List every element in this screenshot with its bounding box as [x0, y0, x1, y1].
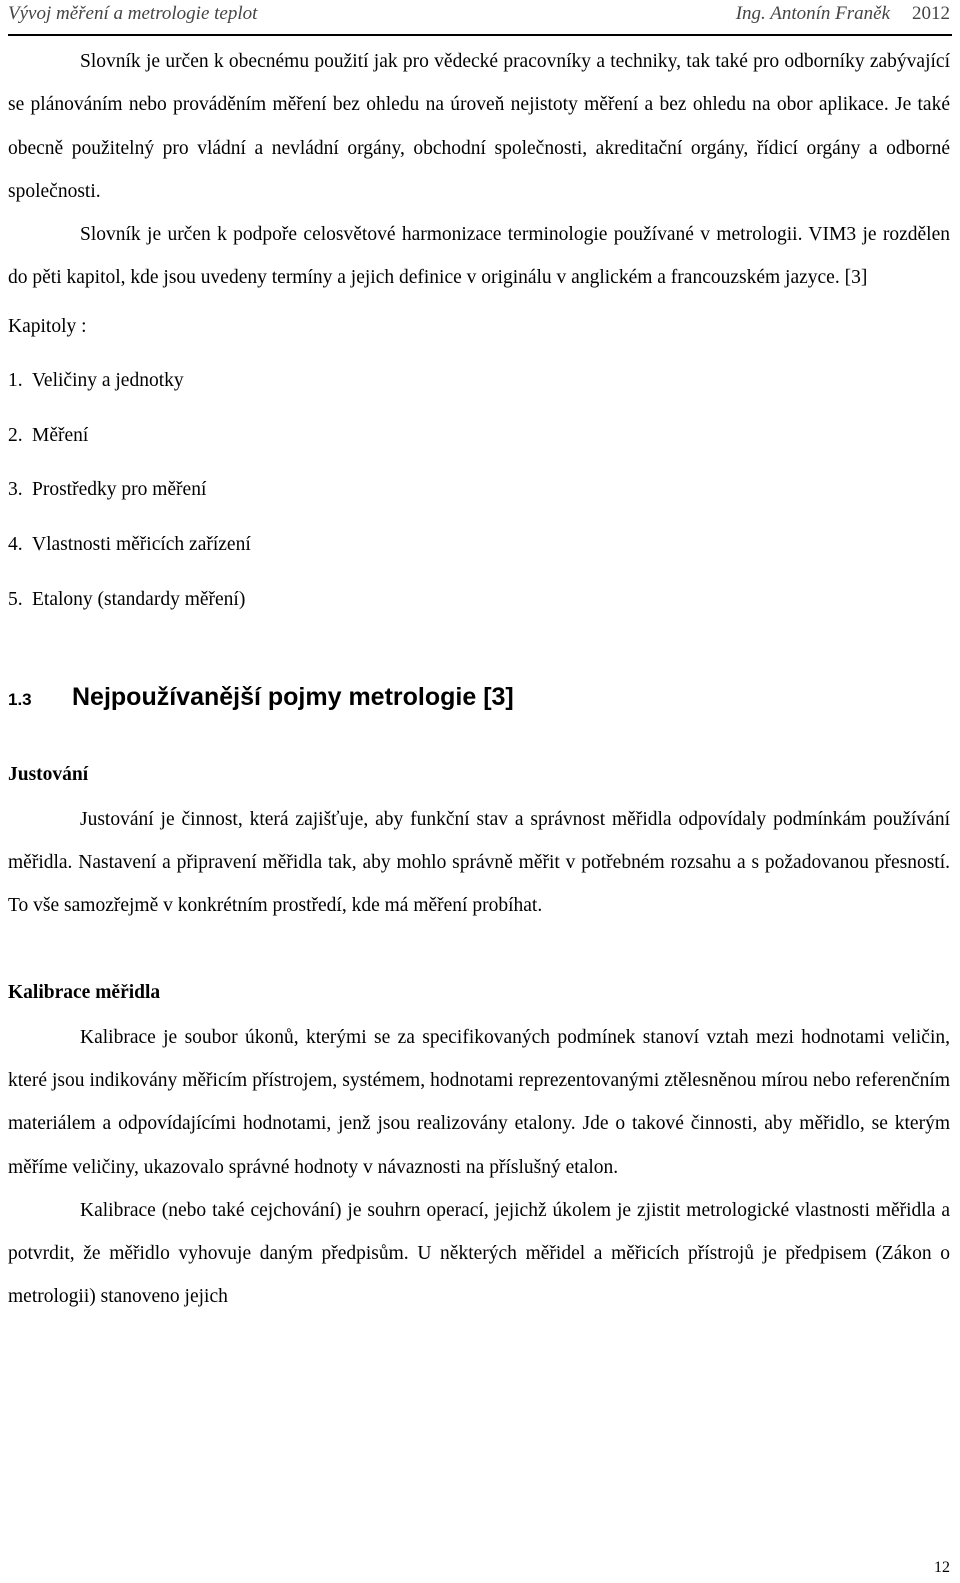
chapter-item — [8, 354, 950, 409]
chapters-label: Kapitoly : — [8, 315, 87, 337]
chapter-number: 1. — [8, 369, 23, 391]
chapters-list — [8, 354, 950, 628]
chapter-text: Prostředky pro měření — [32, 479, 207, 501]
section-title: Nejpoužívanější pojmy metrologie [3] — [72, 682, 514, 711]
kalibrace-paragraph-2: Kalibrace (nebo také cejchování) je souhrn operací, jejichž úkolem je zjistit metrologické vlastnosti měřidla a potvrdit, že měřidlo vyhovuje daným předpisům. U některých měřidel a měřicích přístrojů je předpisem (Zákon o metrologii) stanoveno jejich — [8, 1199, 950, 1308]
chapter-item — [8, 573, 950, 628]
intro-paragraph-2: Slovník je určen k podpoře celosvětové harmonizace terminologie používané v metrologii. VIM3 je rozdělen do pěti kapitol, kde jsou uvedeny termíny a jejich definice v originálu v anglickém a francouzském jazyce. [3] — [8, 224, 950, 289]
chapter-number: 4. — [8, 534, 23, 556]
page-content — [8, 40, 950, 1319]
chapter-text: Měření — [32, 424, 89, 446]
justovani-paragraph: Justování je činnost, která zajišťuje, aby funkční stav a správnost měřidla odpovídaly podmínkám používání měřidla. Nastavení a připravení měřidla tak, aby mohlo správně měřit v potřebném rozsahu a s požadovanou přesností. To vše samozřejmě v konkrétním prostředí, kde má měření probíhat. — [8, 808, 950, 917]
chapter-text: Vlastnosti měřicích zařízení — [32, 534, 251, 556]
chapter-number: 5. — [8, 588, 23, 610]
chapter-number: 2. — [8, 424, 23, 446]
header-year: 2012 — [912, 3, 950, 24]
section-number: 1.3 — [8, 689, 32, 709]
section-heading — [8, 682, 950, 714]
page-header — [8, 0, 952, 36]
header-author-year — [736, 3, 950, 25]
header-author: Ing. Antonín Franěk — [735, 3, 890, 24]
kalibrace-paragraph-1: Kalibrace je soubor úkonů, kterými se za specifikovaných podmínek stanoví vztah mezi hodnotami veličin, které jsou indikovány měřicím přístrojem, systémem, hodnotami reprezentovanými ztělesněnou mírou nebo referenčním materiálem a odpovídajícími hodnotami, jenž jsou realizovány etalony. Jde o takové činnosti, aby měřidlo, se kterým měříme veličiny, ukazovalo správné hodnoty v návaznosti na příslušný etalon. — [8, 1026, 950, 1178]
chapter-number: 3. — [8, 479, 23, 501]
intro-paragraph-1: Slovník je určen k obecnému použití jak pro vědecké pracovníky a techniky, tak také pro odborníky zabývající se plánováním nebo prováděním měření bez ohledu na úroveň nejistoty měření a bez ohledu na obor aplikace. Je také obecně použitelný pro vládní a nevládní orgány, obchodní společnosti, akreditační orgány, řídicí orgány a odborné společnosti. — [8, 51, 950, 202]
chapter-item — [8, 409, 950, 464]
term-title-kalibrace: Kalibrace měřidla — [8, 981, 161, 1003]
chapter-item — [8, 518, 950, 573]
chapter-text: Etalony (standardy měření) — [32, 588, 246, 610]
chapter-text: Veličiny a jednotky — [32, 369, 184, 391]
term-title-justovani: Justování — [8, 763, 89, 785]
page-number: 12 — [934, 1559, 950, 1576]
chapter-item — [8, 463, 950, 518]
header-document-title: Vývoj měření a metrologie teplot — [8, 3, 258, 24]
